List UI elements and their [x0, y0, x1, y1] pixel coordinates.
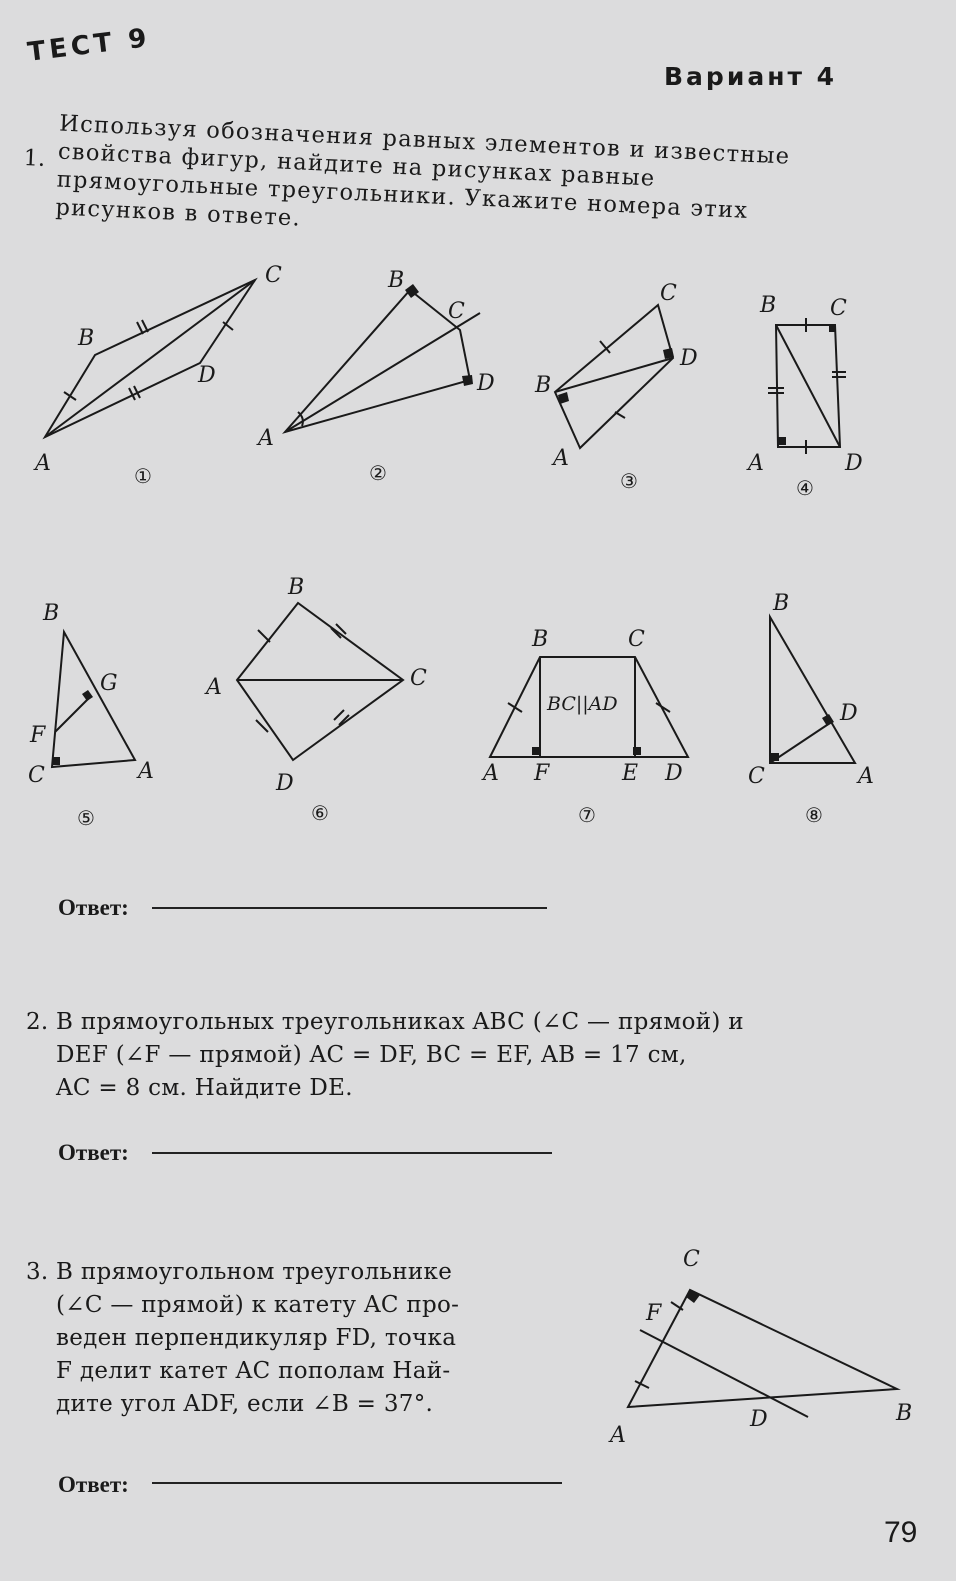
page-number: 79 [884, 1516, 918, 1549]
task2-number: 2. [26, 1009, 49, 1035]
f2-label-b: B [388, 268, 405, 293]
f4-label-d: D [845, 451, 863, 476]
f1-label-a: A [35, 451, 51, 476]
figure-5 [52, 632, 135, 767]
f2-label-c: C [448, 299, 465, 324]
task1-number: 1. [23, 144, 46, 172]
task2-line-1: В прямоугольных треугольниках ABC (∠C — прямой) и [56, 1009, 744, 1035]
f3-label-d: D [680, 346, 698, 371]
f4-label-a: A [748, 451, 764, 476]
f7-label-d: D [665, 761, 683, 786]
test-title: ТЕСТ 9 [26, 22, 153, 68]
task3-line-2: (∠C — прямой) к катету AC про- [56, 1292, 460, 1318]
t3-label-d: D [750, 1407, 768, 1432]
task3-line-1: В прямоугольном треугольнике [56, 1259, 453, 1285]
f7-label-a: A [483, 761, 499, 786]
f8-label-d: D [840, 701, 858, 726]
f7-label-f: F [534, 761, 550, 786]
task2-line-3: AC = 8 см. Найдите DE. [56, 1075, 353, 1101]
f5-label-c: C [28, 763, 45, 788]
t3-label-b: B [896, 1401, 913, 1426]
f3-label-c: C [660, 281, 677, 306]
f7-parallel-label: BC||AD [547, 693, 618, 715]
f6-label-c: C [410, 666, 427, 691]
f4-label-b: B [760, 293, 777, 318]
task1-text: Используя обозначения равных элементов и известные свойства фигур, найдите на рисунках равные прямоугольные треугольники. Укажите номера этих рисунков в ответе. [54, 110, 791, 232]
figure-6 [237, 603, 403, 760]
f3-label-b: B [535, 373, 552, 398]
figure-3 [555, 305, 673, 448]
task3-statement [26, 1256, 566, 1421]
figure-number-2: ② [369, 461, 387, 485]
f6-label-a: A [206, 675, 222, 700]
f8-label-a: A [858, 764, 874, 789]
figure-number-4: ④ [796, 476, 814, 500]
figure-number-3: ③ [620, 469, 638, 493]
f8-label-b: B [773, 591, 790, 616]
figure-number-7: ⑦ [578, 803, 596, 827]
t3-label-a: A [610, 1423, 626, 1448]
figure-8 [770, 617, 855, 763]
task1-answer-line[interactable] [152, 907, 547, 909]
task3-answer-label: Ответ: [58, 1472, 129, 1497]
f6-label-d: D [276, 771, 294, 796]
f1-label-b: B [78, 326, 95, 351]
f1-label-c: C [265, 263, 282, 288]
f5-label-g: G [100, 671, 118, 696]
figure-1 [45, 280, 255, 437]
task3-line-5: дите угол ADF, если ∠B = 37°. [56, 1391, 434, 1417]
f6-label-b: B [288, 575, 305, 600]
figure-number-1: ① [134, 464, 152, 488]
f7-label-b: B [532, 627, 549, 652]
f7-label-c: C [628, 627, 645, 652]
task2-answer-line[interactable] [152, 1152, 552, 1154]
t3-label-f: F [646, 1301, 662, 1326]
task3-line-4: F делит катет AC пополам Най- [56, 1358, 451, 1384]
f8-label-c: C [748, 764, 765, 789]
task3-number: 3. [26, 1259, 49, 1285]
f5-label-f: F [30, 723, 46, 748]
task3-figure [628, 1290, 897, 1417]
figure-4 [768, 318, 846, 454]
task2-statement [26, 1006, 906, 1105]
f4-label-c: C [830, 296, 847, 321]
f1-label-d: D [198, 363, 216, 388]
figure-number-8: ⑧ [805, 803, 823, 827]
f5-label-a: A [138, 759, 154, 784]
task3-answer-line[interactable] [152, 1482, 562, 1484]
t3-label-c: C [683, 1247, 700, 1272]
variant-title: Вариант 4 [664, 62, 838, 91]
task2-answer-label: Ответ: [58, 1140, 129, 1165]
task3-line-3: веден перпендикуляр FD, точка [56, 1325, 457, 1351]
task1-answer-label: Ответ: [58, 895, 129, 920]
f5-label-b: B [43, 601, 60, 626]
figure-number-6: ⑥ [311, 801, 329, 825]
f3-label-a: A [553, 446, 569, 471]
f7-label-e: E [622, 761, 639, 786]
f2-label-a: A [258, 426, 274, 451]
f2-label-d: D [477, 371, 495, 396]
task2-line-2: DEF (∠F — прямой) AC = DF, BC = EF, AB = 17 см, [56, 1042, 687, 1068]
figure-number-5: ⑤ [77, 806, 95, 830]
